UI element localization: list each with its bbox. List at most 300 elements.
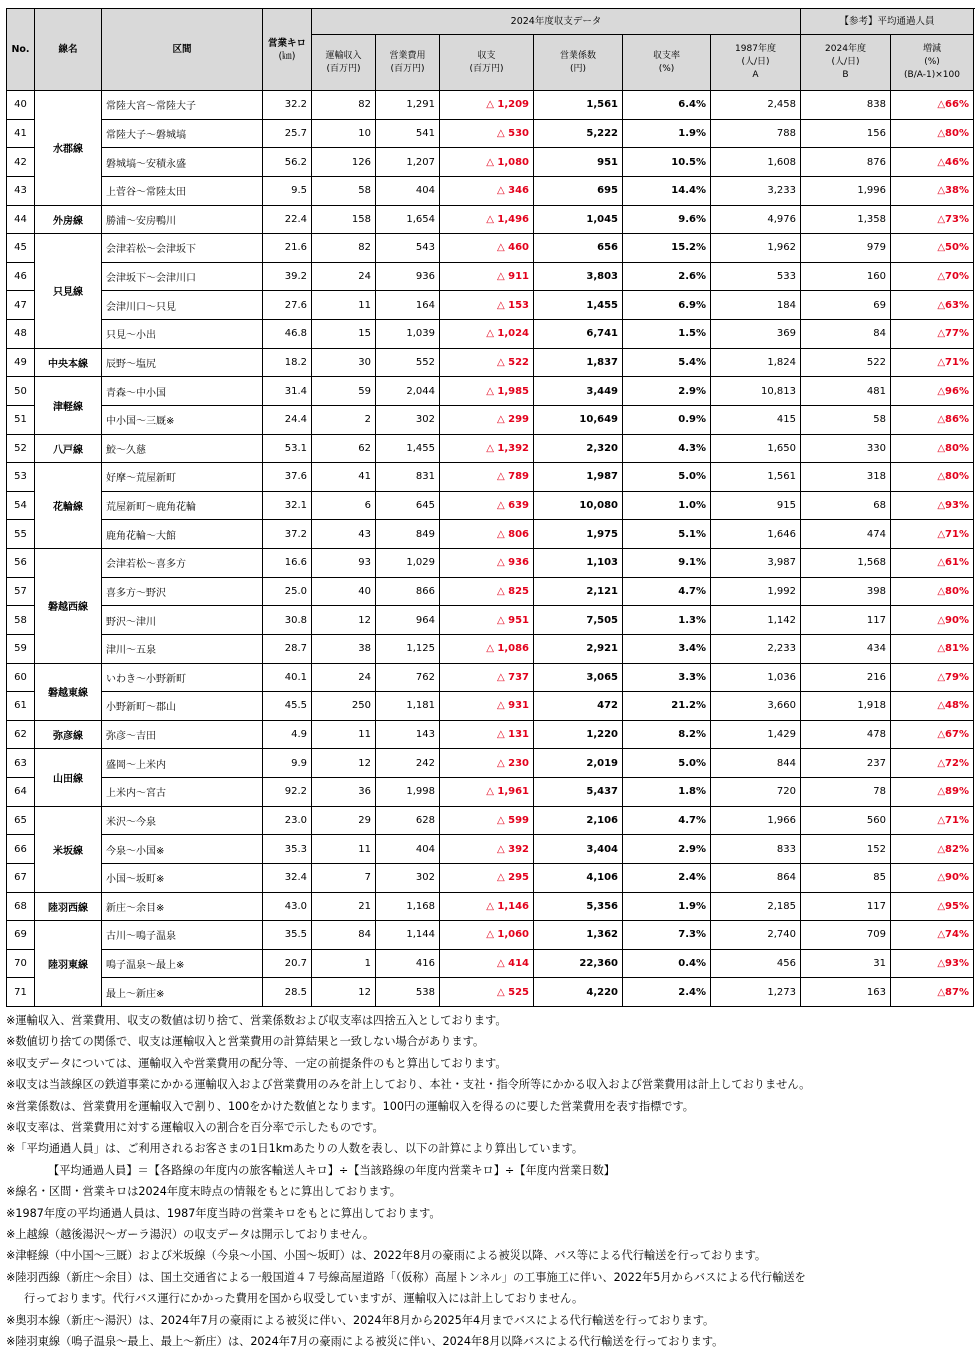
row-passengers-2024: 69 — [801, 291, 891, 320]
table-row — [7, 119, 974, 148]
row-section: 磐城塙～安積永盛 — [102, 148, 263, 177]
table-body — [7, 91, 974, 1007]
row-km: 24.4 — [263, 405, 312, 434]
row-no: 51 — [7, 405, 35, 434]
row-km: 37.6 — [263, 463, 312, 492]
row-passengers-2024: 478 — [801, 720, 891, 749]
row-line-name: 中央本線 — [35, 348, 102, 377]
row-balance: △ 1,024 — [440, 320, 534, 349]
row-coef: 1,045 — [534, 205, 623, 234]
row-no: 71 — [7, 978, 35, 1007]
row-revenue: 84 — [312, 921, 376, 950]
row-km: 28.7 — [263, 634, 312, 663]
row-balance: △ 1,060 — [440, 921, 534, 950]
row-no: 61 — [7, 692, 35, 721]
row-ratio: 14.4% — [623, 176, 711, 205]
row-km: 35.3 — [263, 835, 312, 864]
note-line: 【平均通過人員】＝【各路線の年度内の旅客輸送人キロ】÷【当該路線の年度内営業キロ】÷【年度内営業日数】 — [48, 1163, 615, 1177]
row-passengers-2024: 522 — [801, 348, 891, 377]
row-section: 勝浦～安房鴨川 — [102, 205, 263, 234]
row-expense: 831 — [376, 463, 440, 492]
row-line-name: 弥彦線 — [35, 720, 102, 749]
row-ratio: 2.9% — [623, 377, 711, 406]
row-no: 62 — [7, 720, 35, 749]
row-expense: 538 — [376, 978, 440, 1007]
row-expense: 1,181 — [376, 692, 440, 721]
row-no: 68 — [7, 892, 35, 921]
table-row — [7, 806, 974, 835]
header-expense-label: 営業費用 — [389, 50, 426, 61]
table-row — [7, 663, 974, 692]
row-change: △95% — [891, 892, 974, 921]
row-km: 56.2 — [263, 148, 312, 177]
row-passengers-1987: 1,429 — [711, 720, 801, 749]
row-expense: 552 — [376, 348, 440, 377]
table-row — [7, 720, 974, 749]
note-line: ※営業係数は、営業費用を運輸収入で割り、100をかけた数値となります。100円の運輸収入を得るのに要した営業費用を表す指標です。 — [6, 1099, 694, 1113]
row-passengers-2024: 434 — [801, 634, 891, 663]
row-km: 21.6 — [263, 234, 312, 263]
row-section: 辰野～塩尻 — [102, 348, 263, 377]
row-no: 49 — [7, 348, 35, 377]
row-section: 会津若松～会津坂下 — [102, 234, 263, 263]
header-change — [891, 35, 974, 91]
row-no: 48 — [7, 320, 35, 349]
row-ratio: 1.9% — [623, 892, 711, 921]
row-expense: 302 — [376, 863, 440, 892]
row-ratio: 5.0% — [623, 749, 711, 778]
row-passengers-2024: 398 — [801, 577, 891, 606]
row-change: △61% — [891, 549, 974, 578]
header-ratio — [623, 35, 711, 91]
row-km: 35.5 — [263, 921, 312, 950]
row-revenue: 2 — [312, 405, 376, 434]
row-passengers-1987: 2,740 — [711, 921, 801, 950]
header-2024-label: 2024年度 — [825, 44, 866, 54]
row-no: 54 — [7, 491, 35, 520]
row-coef: 656 — [534, 234, 623, 263]
row-km: 32.4 — [263, 863, 312, 892]
row-balance: △ 825 — [440, 577, 534, 606]
row-section: 盛岡～上米内 — [102, 749, 263, 778]
row-passengers-2024: 330 — [801, 434, 891, 463]
row-revenue: 40 — [312, 577, 376, 606]
row-section: 会津川口～只見 — [102, 291, 263, 320]
row-expense: 1,207 — [376, 148, 440, 177]
table-row — [7, 949, 974, 978]
row-coef: 2,921 — [534, 634, 623, 663]
row-line-name: 外房線 — [35, 205, 102, 234]
table-row — [7, 921, 974, 950]
row-expense: 164 — [376, 291, 440, 320]
row-section: 会津坂下～会津川口 — [102, 262, 263, 291]
row-passengers-1987: 4,976 — [711, 205, 801, 234]
row-line-name: 花輪線 — [35, 463, 102, 549]
row-expense: 762 — [376, 663, 440, 692]
row-passengers-1987: 1,650 — [711, 434, 801, 463]
row-ratio: 2.6% — [623, 262, 711, 291]
note-line: ※奥羽本線（新庄～湯沢）は、2024年7月の豪雨による被災に伴い、2024年8月から2025年4月までバスによる代行輸送を行っております。 — [6, 1313, 715, 1327]
note-line: ※「平均通過人員」は、ご利用されるお客さまの1日1kmあたりの人数を表し、以下の計算により算出しています。 — [6, 1142, 584, 1156]
table-row — [7, 549, 974, 578]
row-section: 鮫～久慈 — [102, 434, 263, 463]
row-passengers-1987: 3,987 — [711, 549, 801, 578]
row-change: △46% — [891, 148, 974, 177]
row-coef: 5,437 — [534, 778, 623, 807]
row-change: △71% — [891, 520, 974, 549]
row-line-name: 磐越東線 — [35, 663, 102, 720]
row-no: 60 — [7, 663, 35, 692]
note-line: 行っております。代行バス運行にかかった費用を国から収受していますが、運輸収入には計上しておりません。 — [24, 1292, 584, 1306]
header-2024-unit: (人/日) — [831, 57, 860, 67]
row-change: △96% — [891, 377, 974, 406]
row-coef: 4,106 — [534, 863, 623, 892]
row-passengers-1987: 864 — [711, 863, 801, 892]
row-ratio: 4.7% — [623, 577, 711, 606]
row-coef: 3,449 — [534, 377, 623, 406]
row-km: 28.5 — [263, 978, 312, 1007]
row-passengers-1987: 1,608 — [711, 148, 801, 177]
row-expense: 628 — [376, 806, 440, 835]
row-passengers-1987: 1,962 — [711, 234, 801, 263]
header-balance-unit: (百万円) — [469, 63, 504, 74]
row-line-name: 只見線 — [35, 234, 102, 349]
note-line: ※陸羽西線（新庄～余目）は、国土交通省による一般国道４７号線高屋道路「（仮称）高屋トンネル」の工事施工に伴い、2022年5月からバスによる代行輸送を — [6, 1270, 806, 1284]
row-km: 32.1 — [263, 491, 312, 520]
row-ratio: 9.1% — [623, 549, 711, 578]
header-km-label: 営業キロ — [267, 37, 306, 49]
row-passengers-1987: 844 — [711, 749, 801, 778]
header-balance — [440, 35, 534, 91]
row-revenue: 12 — [312, 749, 376, 778]
row-section: 只見～小出 — [102, 320, 263, 349]
row-line-name: 磐越西線 — [35, 549, 102, 664]
row-passengers-1987: 915 — [711, 491, 801, 520]
row-ratio: 0.9% — [623, 405, 711, 434]
row-change: △77% — [891, 320, 974, 349]
row-passengers-1987: 2,233 — [711, 634, 801, 663]
row-revenue: 29 — [312, 806, 376, 835]
row-coef: 1,103 — [534, 549, 623, 578]
row-expense: 1,039 — [376, 320, 440, 349]
row-no: 43 — [7, 176, 35, 205]
row-coef: 951 — [534, 148, 623, 177]
row-expense: 866 — [376, 577, 440, 606]
note-line: ※上越線（越後湯沢～ガーラ湯沢）の収支データは開示しておりません。 — [6, 1228, 375, 1242]
row-km: 39.2 — [263, 262, 312, 291]
row-change: △81% — [891, 634, 974, 663]
row-revenue: 30 — [312, 348, 376, 377]
table-row — [7, 892, 974, 921]
row-passengers-2024: 152 — [801, 835, 891, 864]
row-expense: 849 — [376, 520, 440, 549]
row-km: 27.6 — [263, 291, 312, 320]
row-section: 上菅谷～常陸太田 — [102, 176, 263, 205]
row-balance: △ 1,961 — [440, 778, 534, 807]
row-ratio: 3.3% — [623, 663, 711, 692]
row-no: 65 — [7, 806, 35, 835]
row-passengers-2024: 68 — [801, 491, 891, 520]
row-passengers-1987: 3,233 — [711, 176, 801, 205]
header-expense-unit: (百万円) — [390, 63, 425, 74]
row-ratio: 6.9% — [623, 291, 711, 320]
row-balance: △ 1,086 — [440, 634, 534, 663]
row-change: △93% — [891, 491, 974, 520]
row-revenue: 11 — [312, 720, 376, 749]
row-change: △48% — [891, 692, 974, 721]
row-change: △89% — [891, 778, 974, 807]
row-no: 47 — [7, 291, 35, 320]
row-coef: 2,019 — [534, 749, 623, 778]
row-revenue: 11 — [312, 291, 376, 320]
row-km: 16.6 — [263, 549, 312, 578]
header-fy-data: 2024年度収支データ — [312, 9, 801, 35]
row-line-name: 八戸線 — [35, 434, 102, 463]
row-section: 野沢～津川 — [102, 606, 263, 635]
row-km: 53.1 — [263, 434, 312, 463]
row-revenue: 82 — [312, 91, 376, 120]
row-revenue: 1 — [312, 949, 376, 978]
row-change: △73% — [891, 205, 974, 234]
row-no: 56 — [7, 549, 35, 578]
row-km: 4.9 — [263, 720, 312, 749]
header-line: 線名 — [35, 9, 102, 91]
row-ratio: 3.4% — [623, 634, 711, 663]
row-passengers-1987: 415 — [711, 405, 801, 434]
note-line: ※運輸収入、営業費用、収支の数値は切り捨て、営業係数および収支率は四捨五入としております。 — [6, 1014, 507, 1027]
table-row — [7, 234, 974, 263]
row-coef: 1,987 — [534, 463, 623, 492]
row-change: △50% — [891, 234, 974, 263]
row-line-name: 陸羽東線 — [35, 921, 102, 1007]
row-balance: △ 931 — [440, 692, 534, 721]
row-change: △80% — [891, 434, 974, 463]
row-no: 52 — [7, 434, 35, 463]
row-change: △38% — [891, 176, 974, 205]
row-passengers-1987: 533 — [711, 262, 801, 291]
header-2024 — [801, 35, 891, 91]
row-balance: △ 460 — [440, 234, 534, 263]
row-passengers-1987: 720 — [711, 778, 801, 807]
row-km: 37.2 — [263, 520, 312, 549]
table-row — [7, 749, 974, 778]
note-line: ※収支率は、営業費用に対する運輸収入の割合を百分率で示したものです。 — [6, 1121, 384, 1135]
row-passengers-2024: 160 — [801, 262, 891, 291]
row-balance: △ 346 — [440, 176, 534, 205]
table-row — [7, 91, 974, 120]
row-passengers-2024: 237 — [801, 749, 891, 778]
row-revenue: 93 — [312, 549, 376, 578]
row-revenue: 15 — [312, 320, 376, 349]
row-coef: 2,320 — [534, 434, 623, 463]
note-line: ※数値切り捨ての関係で、収支は運輸収入と営業費用の計算結果と一致しない場合があります。 — [6, 1035, 485, 1049]
row-km: 46.8 — [263, 320, 312, 349]
row-passengers-2024: 1,918 — [801, 692, 891, 721]
row-balance: △ 951 — [440, 606, 534, 635]
row-section: 鹿角花輪～大館 — [102, 520, 263, 549]
row-ratio: 4.3% — [623, 434, 711, 463]
row-change: △70% — [891, 262, 974, 291]
table-row — [7, 463, 974, 492]
row-balance: △ 522 — [440, 348, 534, 377]
row-passengers-1987: 10,813 — [711, 377, 801, 406]
header-balance-label: 収支 — [477, 50, 496, 61]
row-balance: △ 230 — [440, 749, 534, 778]
row-passengers-2024: 84 — [801, 320, 891, 349]
row-passengers-1987: 3,660 — [711, 692, 801, 721]
row-no: 44 — [7, 205, 35, 234]
row-section: いわき～小野新町 — [102, 663, 263, 692]
row-change: △67% — [891, 720, 974, 749]
row-passengers-2024: 1,568 — [801, 549, 891, 578]
row-expense: 404 — [376, 835, 440, 864]
row-revenue: 7 — [312, 863, 376, 892]
row-section: 鳴子温泉～最上※ — [102, 949, 263, 978]
row-change: △87% — [891, 978, 974, 1007]
row-balance: △ 1,146 — [440, 892, 534, 921]
row-section: 荒屋新町～鹿角花輪 — [102, 491, 263, 520]
row-section: 喜多方～野沢 — [102, 577, 263, 606]
row-section: 小国～坂町※ — [102, 863, 263, 892]
row-ratio: 5.1% — [623, 520, 711, 549]
row-expense: 242 — [376, 749, 440, 778]
header-1987 — [711, 35, 801, 91]
header-1987-letter: A — [752, 70, 759, 80]
table-row — [7, 606, 974, 635]
row-ratio: 2.4% — [623, 978, 711, 1007]
row-no: 55 — [7, 520, 35, 549]
row-passengers-2024: 156 — [801, 119, 891, 148]
row-coef: 3,803 — [534, 262, 623, 291]
row-ratio: 1.0% — [623, 491, 711, 520]
row-coef: 1,837 — [534, 348, 623, 377]
row-expense: 1,654 — [376, 205, 440, 234]
row-section: 中小国～三厩※ — [102, 405, 263, 434]
header-revenue-unit: (百万円) — [326, 63, 361, 74]
row-expense: 302 — [376, 405, 440, 434]
header-expense — [376, 35, 440, 91]
row-passengers-1987: 1,036 — [711, 663, 801, 692]
row-passengers-1987: 1,824 — [711, 348, 801, 377]
row-ratio: 1.5% — [623, 320, 711, 349]
row-ratio: 6.4% — [623, 91, 711, 120]
row-revenue: 43 — [312, 520, 376, 549]
row-balance: △ 525 — [440, 978, 534, 1007]
row-coef: 695 — [534, 176, 623, 205]
row-km: 18.2 — [263, 348, 312, 377]
row-line-name: 米坂線 — [35, 806, 102, 892]
row-coef: 10,080 — [534, 491, 623, 520]
row-passengers-1987: 1,273 — [711, 978, 801, 1007]
row-km: 30.8 — [263, 606, 312, 635]
row-ratio: 5.0% — [623, 463, 711, 492]
row-no: 69 — [7, 921, 35, 950]
row-coef: 5,356 — [534, 892, 623, 921]
header-change-unit: (%) — [924, 57, 940, 67]
row-passengers-2024: 117 — [801, 892, 891, 921]
table-row — [7, 434, 974, 463]
row-coef: 7,505 — [534, 606, 623, 635]
row-km: 92.2 — [263, 778, 312, 807]
page — [6, 8, 973, 1353]
row-expense: 541 — [376, 119, 440, 148]
row-revenue: 24 — [312, 663, 376, 692]
row-passengers-2024: 474 — [801, 520, 891, 549]
row-section: 津川～五泉 — [102, 634, 263, 663]
row-ratio: 7.3% — [623, 921, 711, 950]
row-balance: △ 299 — [440, 405, 534, 434]
row-no: 45 — [7, 234, 35, 263]
row-balance: △ 639 — [440, 491, 534, 520]
row-no: 42 — [7, 148, 35, 177]
table-row — [7, 405, 974, 434]
row-section: 好摩～荒屋新町 — [102, 463, 263, 492]
row-km: 23.0 — [263, 806, 312, 835]
row-ratio: 10.5% — [623, 148, 711, 177]
row-line-name: 水郡線 — [35, 91, 102, 206]
row-no: 70 — [7, 949, 35, 978]
table-row — [7, 692, 974, 721]
row-coef: 2,121 — [534, 577, 623, 606]
row-coef: 1,975 — [534, 520, 623, 549]
row-change: △72% — [891, 749, 974, 778]
row-section: 青森～中小国 — [102, 377, 263, 406]
row-passengers-1987: 184 — [711, 291, 801, 320]
row-change: △63% — [891, 291, 974, 320]
note-line: ※収支は当該線区の鉄道事業にかかる運輸収入および営業費用のみを計上しており、本社・支社・指令所等にかかる収入および営業費用は計上しておりません。 — [6, 1078, 811, 1092]
row-revenue: 6 — [312, 491, 376, 520]
table-row — [7, 291, 974, 320]
row-balance: △ 1,080 — [440, 148, 534, 177]
row-change: △82% — [891, 835, 974, 864]
notes — [6, 1010, 973, 1353]
row-km: 25.7 — [263, 119, 312, 148]
row-passengers-2024: 117 — [801, 606, 891, 635]
table-row — [7, 863, 974, 892]
row-expense: 1,455 — [376, 434, 440, 463]
row-passengers-1987: 1,992 — [711, 577, 801, 606]
header-revenue — [312, 35, 376, 91]
row-coef: 472 — [534, 692, 623, 721]
table-row — [7, 176, 974, 205]
row-change: △90% — [891, 863, 974, 892]
row-passengers-1987: 1,646 — [711, 520, 801, 549]
row-balance: △ 911 — [440, 262, 534, 291]
row-ratio: 2.9% — [623, 835, 711, 864]
row-passengers-2024: 876 — [801, 148, 891, 177]
table-row — [7, 262, 974, 291]
row-balance: △ 789 — [440, 463, 534, 492]
row-section: 今泉～小国※ — [102, 835, 263, 864]
row-km: 31.4 — [263, 377, 312, 406]
row-revenue: 158 — [312, 205, 376, 234]
row-balance: △ 1,392 — [440, 434, 534, 463]
header-revenue-label: 運輸収入 — [325, 50, 362, 61]
row-section: 古川～鳴子温泉 — [102, 921, 263, 950]
row-no: 59 — [7, 634, 35, 663]
row-line-name: 山田線 — [35, 749, 102, 806]
row-passengers-1987: 1,966 — [711, 806, 801, 835]
row-passengers-2024: 163 — [801, 978, 891, 1007]
header-change-label: 増減 — [922, 44, 941, 54]
header-1987-unit: (人/日) — [741, 57, 770, 67]
row-no: 50 — [7, 377, 35, 406]
row-passengers-1987: 1,561 — [711, 463, 801, 492]
row-change: △79% — [891, 663, 974, 692]
row-change: △80% — [891, 463, 974, 492]
row-revenue: 126 — [312, 148, 376, 177]
table-row — [7, 778, 974, 807]
